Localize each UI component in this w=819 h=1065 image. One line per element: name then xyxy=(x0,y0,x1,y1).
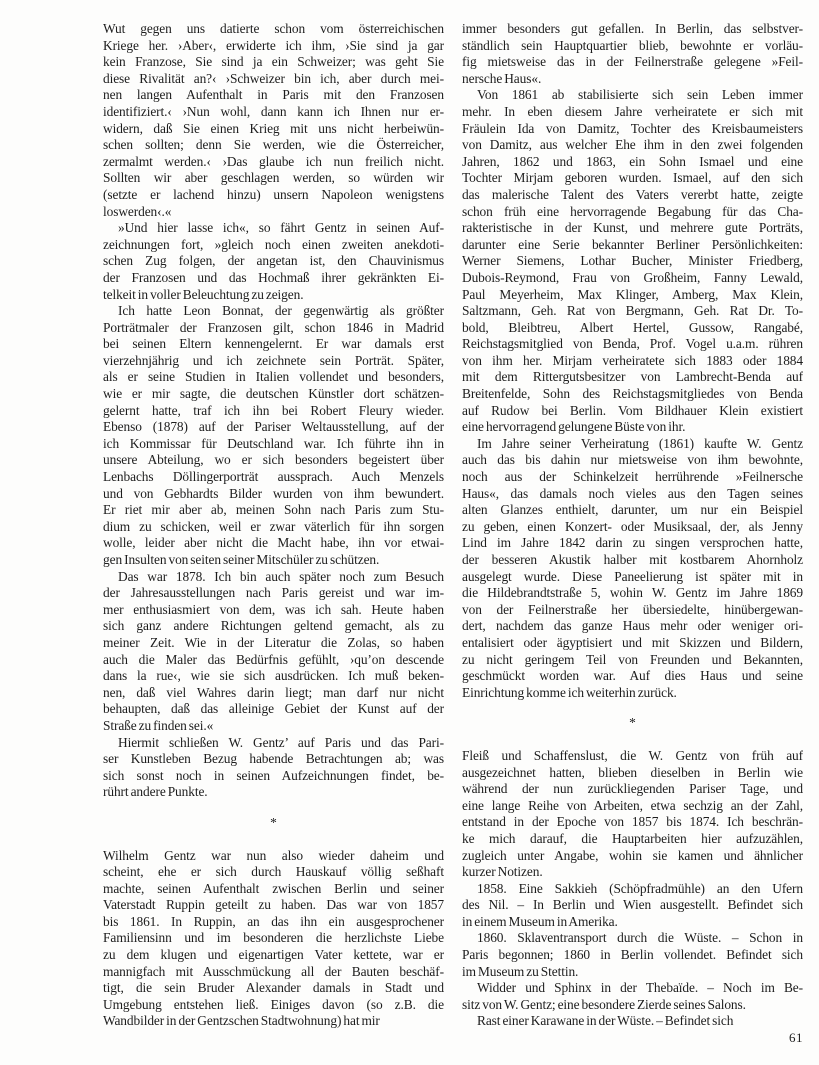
text-line: Straße zu finden sei.« xyxy=(103,717,214,733)
text-line: Paris begonnen; 1860 in Berlin vollendet. Befindet sich xyxy=(462,947,803,963)
text-line: die Hildebrandtstraße 5, wohin W. Gentz im Jahre 1869 xyxy=(462,585,803,601)
text-line: schen Zug folgen, der angetan ist, den Chauvinismus xyxy=(103,253,444,269)
text-line: sitz von W. Gentz; eine besondere Zierde seines Salons. xyxy=(462,996,746,1012)
text-line: wolle, leider aber nicht die Macht habe, ihn vor etwai- xyxy=(103,535,444,551)
text-line: Wilhelm Gentz war nun also wieder daheim und xyxy=(103,847,444,863)
paragraph xyxy=(103,303,444,569)
text-line: Lind im Jahre 1842 darin zu singen versprochen hatte, xyxy=(462,535,803,551)
text-line: schen sollten; denn Sie werden, wie die Österreicher, xyxy=(103,137,444,153)
text-line: Porträtmaler der Franzosen gilt, schon 1846 in Madrid xyxy=(103,319,444,335)
text-line: telkeit in voller Beleuchtung zu zeigen. xyxy=(103,286,304,302)
text-line: ich Kommissar für Deutschland war. Ich führte ihn in xyxy=(103,435,444,451)
text-line: Kriege her. ›Aber‹, erwiderte ich ihm, ›Sie sind ja gar xyxy=(103,37,444,53)
text-line: Von 1861 ab stabilisierte sich sein Leben immer xyxy=(477,87,803,103)
text-line: geschmückt worden war. Auf dies Haus und seine xyxy=(462,668,803,684)
text-line: alten Glanzes enthielt, darunter, um nur ein Beispiel xyxy=(462,502,803,518)
paragraph xyxy=(462,748,803,881)
text-line: diese Rivalität an?‹ ›Schweizer bin ich, aber durch mei- xyxy=(103,70,444,86)
text-line: Das war 1878. Ich bin auch später noch zum Besuch xyxy=(118,568,444,584)
text-line: Dubois-Reymond, Frau von Großheim, Fanny Lewald, xyxy=(462,269,803,285)
text-line: 1858. Eine Sakkieh (Schöpfradmühle) an den Ufern xyxy=(477,880,803,896)
text-line: eine lange Reihe von Arbeiten, etwa sechzig an der Zahl, xyxy=(462,797,803,813)
text-line: mehr. In eben diesem Jahre verheiratete er sich mit xyxy=(462,103,803,119)
text-line: dium zu schicken, weil er zwar väterlich für ihn sorgen xyxy=(103,518,444,534)
text-line: Hiermit schließen W. Gentz’ auf Paris und das Pari- xyxy=(118,734,444,750)
text-line: Breitenfelde, Sohn des Reichstagsmitgliedes von Benda xyxy=(462,386,803,402)
text-line: auch das bis dahin nur mietsweise von ihm bewohnte, xyxy=(462,452,803,468)
text-line: und von Gebhardts Bilder wurden von ihm bewundert. xyxy=(103,485,444,501)
text-line: bis 1861. In Ruppin, an das ihn ein ausgesprochener xyxy=(103,913,444,929)
text-line: wie er mir sagte, die deutschen Künstler dort schätzen- xyxy=(103,386,444,402)
text-line: zermalmt werden.‹ ›Das glaube ich nun freilich nicht. xyxy=(103,153,444,169)
text-line: bei seinen Eltern kennengelernt. Er war damals erst xyxy=(103,336,444,352)
text-line: zugleich unter Angabe, wohin sie kamen und ähnlicher xyxy=(462,847,803,863)
paragraph xyxy=(462,21,803,87)
text-line: widern, daß Sie einen Krieg mit uns nicht herbeiwün- xyxy=(103,120,444,136)
text-line: nen, daß viel Wahres darin liegt; man darf nur nicht xyxy=(103,684,444,700)
text-line: von der Feilnerstraße her übersiedelte, hinübergewan- xyxy=(462,601,803,617)
text-line: Sollten wir aber geschlagen werden, so würden wir xyxy=(103,170,444,186)
text-line: zu nicht geringem Teil von Freunden und Bekannten, xyxy=(462,651,803,667)
text-line: auch die Maler das Bedürfnis gefühlt, ›qu’on descende xyxy=(103,651,444,667)
text-line: zu dem klugen und eigenartigen Vater kettete, war er xyxy=(103,947,444,963)
text-line: zu geben, einen Konzert- oder Musiksaal, der, als Jenny xyxy=(462,518,803,534)
text-line: noch aus der Schinkelzeit herrührende »Feilnersche xyxy=(462,469,803,485)
text-line: Im Jahre seiner Verheiratung (1861) kaufte W. Gentz xyxy=(477,435,803,451)
text-line: Wut gegen uns datierte schon vom österreichischen xyxy=(103,21,444,36)
text-line: des Nil. – In Berlin und Wien ausgestellt. Befindet sich xyxy=(462,897,803,913)
text-line: Ich hatte Leon Bonnat, der gegenwärtig als größter xyxy=(118,303,444,319)
text-line: scheint, ehe er sich durch Hauskauf völlig seßhaft xyxy=(103,864,444,880)
text-line: kein Franzose, Sie sind ja ein Schweizer; was geht Sie xyxy=(103,54,444,70)
text-line: ausgelegt wurde. Diese Paneelierung ist später mit in xyxy=(462,568,803,584)
text-line: Haus«, das damals noch vieles aus den Tagen seines xyxy=(462,485,803,501)
paragraph xyxy=(462,881,803,931)
paragraph xyxy=(462,436,803,702)
text-line: 1860. Sklaventransport durch die Wüste. – Schon in xyxy=(477,930,803,946)
text-line: Rast einer Karawane in der Wüste. – Befindet sich xyxy=(477,1013,734,1029)
text-line: loswerden‹.« xyxy=(103,203,172,219)
text-line: mannigfach mit Ausschmückung all der Bauten beschäf- xyxy=(103,963,444,979)
text-line: Er riet mir aber ab, meinen Sohn nach Paris zum Stu- xyxy=(103,502,444,518)
text-line: Widder und Sphinx in der Thebaïde. – Noch im Be- xyxy=(477,980,803,996)
text-line: nen langen Aufenthalt in Paris mit den Franzosen xyxy=(103,87,444,103)
text-line: Lenbachs Döllingerporträt aussprach. Auch Menzels xyxy=(103,469,444,485)
text-line: Paul Meyerheim, Max Klinger, Amberg, Max Klein, xyxy=(462,286,803,302)
text-line: im Museum zu Stettin. xyxy=(462,963,579,979)
text-line: Werner Siemens, Lothar Bucher, Minister Friedberg, xyxy=(462,253,803,269)
text-line: Umgebung entstehen ließ. Einiges davon (so z.B. die xyxy=(103,996,444,1012)
text-line: Jahren, 1862 und 1863, ein Sohn Ismael und eine xyxy=(462,153,803,169)
paragraph xyxy=(462,1013,803,1030)
text-line: ständlich sein Hauptquartier blieb, bewohnte er vorläu- xyxy=(462,37,803,53)
text-line: mer enthusiasmiert von dem, was ich sah. Heute haben xyxy=(103,601,444,617)
text-line: vierzehnjährig und ich zeichnete sein Porträt. Später, xyxy=(103,352,444,368)
paragraph xyxy=(462,930,803,980)
text-line: meiner Zeit. Wie in der Literatur die Zolas, so haben xyxy=(103,634,444,650)
text-line: das malerische Talent des Vaters vererbt hatte, zeigte xyxy=(462,186,803,202)
text-line: Fleiß und Schaffenslust, die W. Gentz von früh auf xyxy=(462,747,803,763)
text-line: sich sonst noch in seinen Aufzeichnungen findet, be- xyxy=(103,767,444,783)
text-line: während der nun zurückliegenden Pariser Tage, und xyxy=(462,781,803,797)
text-line: Ebenso (1878) auf der Pariser Weltausstellung, auf der xyxy=(103,419,444,435)
text-line: sich ganz andere Richtungen geltend gemacht, als zu xyxy=(103,618,444,634)
paragraph xyxy=(103,21,444,220)
left-column xyxy=(103,21,444,1030)
text-line: eine hervorragend gelungene Büste von ihr. xyxy=(462,419,686,435)
text-line: von ihm her. Mirjam verheiratete sich 1883 oder 1884 xyxy=(462,352,803,368)
text-line: Fräulein Ida von Damitz, Tochter des Kreisbaumeisters xyxy=(462,120,803,136)
text-line: Reichstagsmitglied von Benda, Prof. Vogel u.a.m. rühren xyxy=(462,336,803,352)
text-line: ausgezeichnet hatten, blieben dieselben in Berlin wie xyxy=(462,764,803,780)
text-line: ke mich darauf, die Hauptarbeiten hier aufzuzählen, xyxy=(462,830,803,846)
text-line: entstand in der Epoche von 1857 bis 1874. Ich beschrän- xyxy=(462,814,803,830)
text-line: als er seine Studien in Italien vollendet und besonders, xyxy=(103,369,444,385)
text-line: kurzer Notizen. xyxy=(462,864,543,880)
text-line: ser Kunstleben Bezug habende Betrachtungen ab; was xyxy=(103,751,444,767)
text-line: behaupten, daß das alleinige Gebiet der Kunst auf der xyxy=(103,701,444,717)
text-line: unsere Abteilung, wo er sich besonders begeistert über xyxy=(103,452,444,468)
paragraph xyxy=(462,980,803,1013)
text-line: Vaterstadt Ruppin geteilt zu haben. Das war von 1857 xyxy=(103,897,444,913)
text-line: entalisiert oder ägyptisiert und mit Skizzen und Bildern, xyxy=(462,634,803,650)
text-line: auf Rudow bei Berlin. Vom Bildhauer Klein existiert xyxy=(462,402,803,418)
text-line: »Und hier lasse ich«, so fährt Gentz in seinen Auf- xyxy=(118,220,444,236)
text-line: fig mietsweise das in der Feilnerstraße gelegene »Feil- xyxy=(462,54,803,70)
text-line: Saltzmann, Geh. Rat von Bergmann, Geh. Rat Dr. To- xyxy=(462,303,803,319)
text-line: bold, Bleibtreu, Albert Hertel, Gussow, Rangabé, xyxy=(462,319,803,335)
text-line: der Jahresausstellungen nach Paris gereist und war im- xyxy=(103,585,444,601)
text-line: Einrichtung komme ich weiterhin zurück. xyxy=(462,684,677,700)
text-line: nersche Haus«. xyxy=(462,70,542,86)
paragraph xyxy=(103,220,444,303)
text-line: schon früh eine hervorragende Begabung für das Cha- xyxy=(462,203,803,219)
text-line: mit dem Rittergutsbesitzer von Lambrecht-Benda auf xyxy=(462,369,803,385)
text-line: identifiziert.‹ ›Nun wohl, dann kann ich Ihnen nur er- xyxy=(103,103,444,119)
paragraph xyxy=(103,848,444,1031)
text-line: dert, nachdem das ganze Haus mehr oder weniger ori- xyxy=(462,618,803,634)
text-line: von Damitz, aus welcher Ehe ihm in den zwei folgenden xyxy=(462,137,803,153)
section-separator-star: * xyxy=(270,814,277,830)
section-separator-star: * xyxy=(629,715,636,731)
page-number: 61 xyxy=(789,1030,803,1045)
text-line: gen Insulten von seiten seiner Mitschüler zu schützen. xyxy=(103,552,380,567)
text-line: Wandbilder in der Gentzschen Stadtwohnung) hat mir xyxy=(103,1013,380,1029)
text-line: der Franzosen und das Hochmaß ihrer gekränkten Ei- xyxy=(103,269,444,285)
text-line: in einem Museum in Amerika. xyxy=(462,913,618,929)
text-line: zeichnungen fort, »gleich noch einen zweiten anekdoti- xyxy=(103,236,444,252)
text-line: machte, seinen Aufenthalt zwischen Berlin und seiner xyxy=(103,880,444,896)
paragraph xyxy=(462,87,803,435)
text-line: gelernt hatte, traf ich ihn bei Robert Fleury wieder. xyxy=(103,402,444,418)
paragraph xyxy=(103,569,444,735)
text-line: Familiensinn und im besonderen die herzlichste Liebe xyxy=(103,930,444,946)
paragraph xyxy=(103,735,444,801)
text-line: der besseren Akustik halber mit kostbarem Ahornholz xyxy=(462,552,803,567)
text-line: Tochter Mirjam geboren wurden. Ismael, auf den sich xyxy=(462,170,803,186)
right-column xyxy=(462,21,803,1030)
text-line: rakteristische in der Kunst, und mehrere gute Porträts, xyxy=(462,220,803,236)
text-line: darunter eine Serie bekannter Berliner Persönlichkeiten: xyxy=(462,236,803,252)
text-line: rührt andere Punkte. xyxy=(103,784,208,800)
text-line: dans la rue‹, wie sie sich ausdrücken. Ich muß beken- xyxy=(103,668,444,684)
text-line: (setzte er lachend hinzu) unsern Napoleon wenigstens xyxy=(103,186,444,202)
text-line: immer besonders gut gefallen. In Berlin, das selbstver- xyxy=(462,21,803,36)
text-line: tigt, die sein Bruder Alexander damals in Stadt und xyxy=(103,980,444,996)
